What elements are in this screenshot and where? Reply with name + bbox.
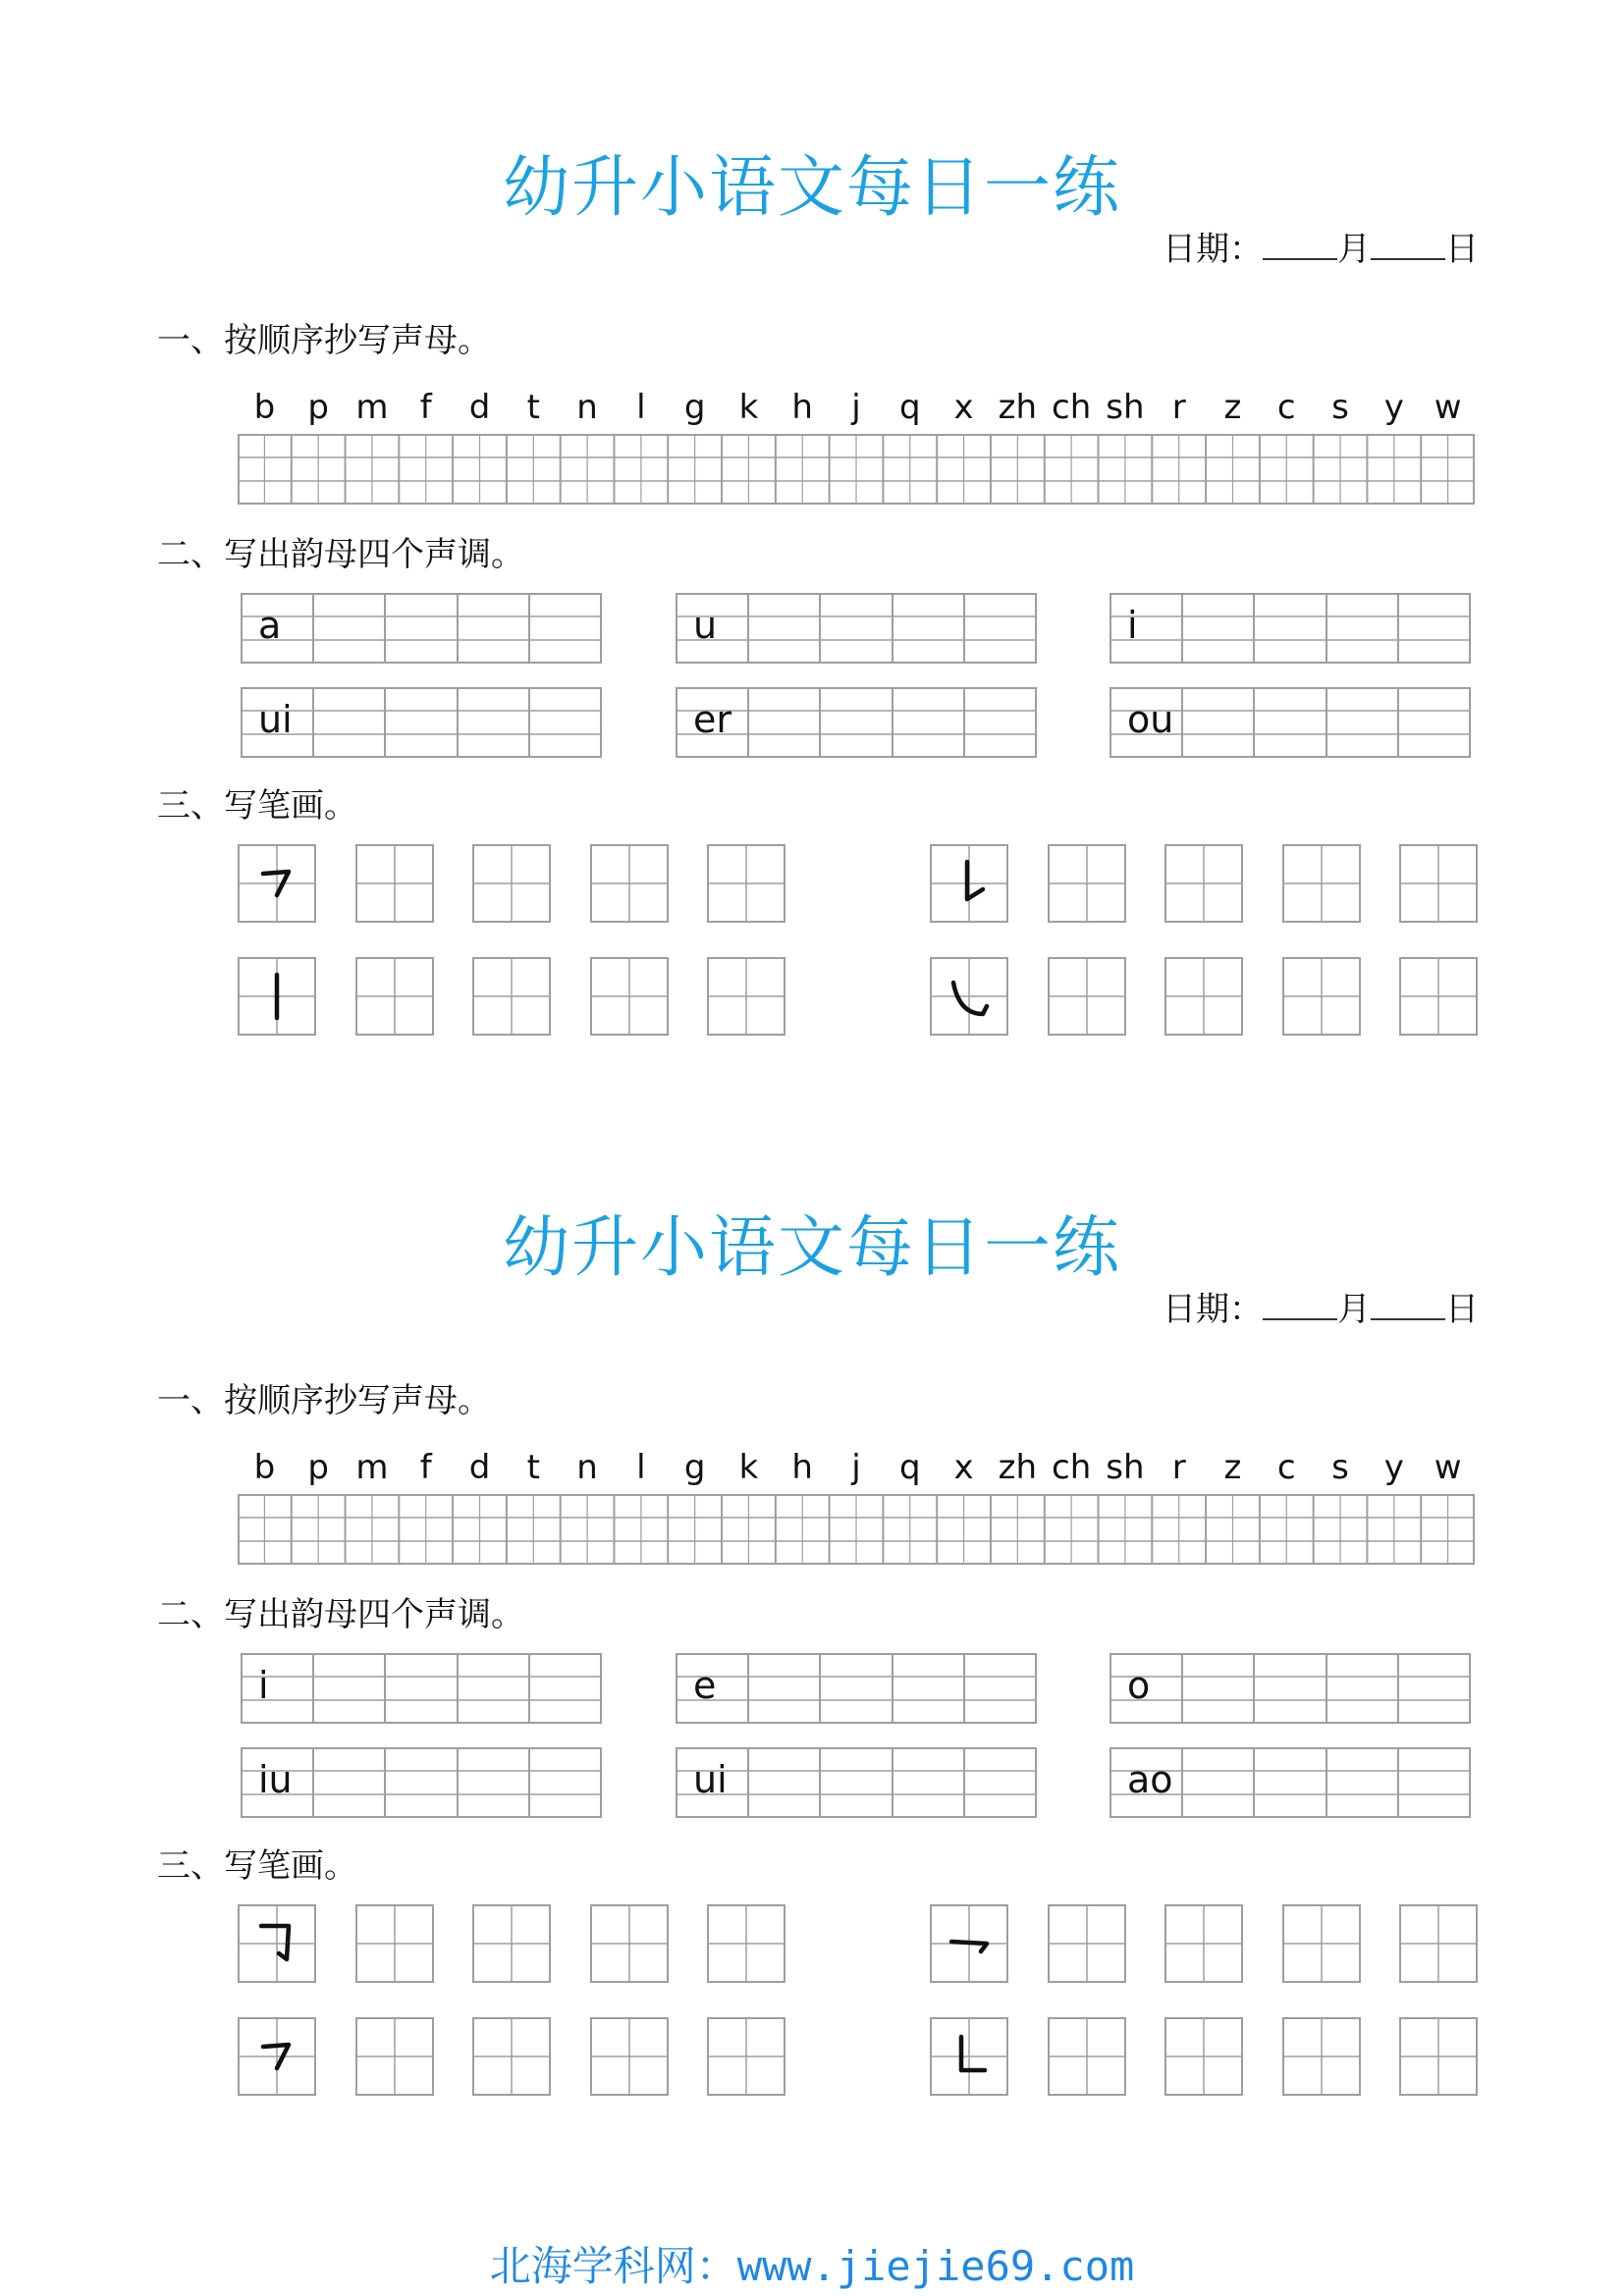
initial-letter: f <box>419 388 432 427</box>
initial-letter: k <box>738 1448 759 1487</box>
stroke-sample-box <box>238 2017 316 2096</box>
final-label: e <box>693 1664 717 1707</box>
four-line-grid <box>1110 1653 1471 1724</box>
initial-letter: r <box>1171 1448 1186 1487</box>
date-line <box>1163 230 1479 269</box>
tianzige-grid <box>590 844 669 923</box>
tianzige-grid <box>1282 1904 1361 1983</box>
initial-letter: p <box>307 1448 329 1487</box>
initial-letter: b <box>253 388 276 427</box>
month-label: 月 <box>1337 1290 1371 1329</box>
tianzige-box[interactable] <box>1164 957 1243 1036</box>
initial-letter: zh <box>998 388 1038 427</box>
tianzige-grid <box>1164 844 1243 923</box>
tianzige-grid <box>930 844 1008 923</box>
tianzige-box[interactable] <box>590 957 669 1036</box>
tianzige-box[interactable] <box>707 1904 785 1983</box>
day-label: 日 <box>1445 230 1479 269</box>
initial-letter: y <box>1383 1448 1404 1487</box>
initial-letter: ch <box>1052 1448 1092 1487</box>
tianzige-grid <box>355 957 434 1036</box>
initial-letter: sh <box>1106 1448 1145 1487</box>
initial-letter: n <box>576 388 598 427</box>
initial-letter: l <box>636 1448 646 1487</box>
initial-letter: p <box>307 388 329 427</box>
tianzige-box[interactable] <box>590 1904 669 1983</box>
worksheet-1 <box>0 0 1624 1060</box>
tianzige-grid <box>238 2017 316 2096</box>
initial-letter: l <box>636 388 646 427</box>
initial-letter: z <box>1223 1448 1242 1487</box>
initial-letter: s <box>1331 1448 1349 1487</box>
initial-letter: g <box>683 1448 706 1487</box>
initial-letter: b <box>253 1448 276 1487</box>
initial-letter: w <box>1434 388 1462 427</box>
day-label: 日 <box>1445 1290 1479 1329</box>
four-line-grid <box>676 593 1037 664</box>
tianzige-box[interactable] <box>1282 1904 1361 1983</box>
final-label: ui <box>258 698 293 741</box>
tianzige-box[interactable] <box>1399 2017 1478 2096</box>
final-label: u <box>693 604 718 647</box>
section-two-heading: 二、写出韵母四个声调。 <box>157 1595 524 1634</box>
copy-grid[interactable] <box>238 1494 1475 1565</box>
initials-row <box>238 388 1475 427</box>
final-label: o <box>1127 1664 1151 1707</box>
initial-letter: m <box>355 1448 389 1487</box>
stroke-glyph-icon <box>953 983 987 1014</box>
tianzige-box[interactable] <box>1048 844 1126 923</box>
initial-letter: n <box>576 1448 598 1487</box>
final-writing-box[interactable] <box>1110 687 1471 758</box>
initial-letter: x <box>953 1448 974 1487</box>
day-blank[interactable] <box>1371 231 1445 260</box>
tianzige-box[interactable] <box>707 957 785 1036</box>
tianzige-grid <box>238 1904 316 1983</box>
four-line-grid <box>241 1653 602 1724</box>
tianzige-box[interactable] <box>472 957 551 1036</box>
tianzige-grid <box>590 957 669 1036</box>
final-writing-box[interactable] <box>676 1653 1037 1724</box>
tianzige-box[interactable] <box>1399 957 1478 1036</box>
initials-row <box>238 1448 1475 1487</box>
final-label: ao <box>1127 1758 1173 1801</box>
tianzige-box[interactable] <box>1399 1904 1478 1983</box>
tianzige-box[interactable] <box>1282 957 1361 1036</box>
four-line-grid <box>676 1747 1037 1818</box>
month-label: 月 <box>1337 230 1371 269</box>
stroke-sample-box <box>930 1904 1008 1983</box>
initial-letter: w <box>1434 1448 1462 1487</box>
tianzige-grid <box>590 1904 669 1983</box>
tianzige-box[interactable] <box>707 2017 785 2096</box>
tianzige-box[interactable] <box>1048 2017 1126 2096</box>
tianzige-grid <box>707 2017 785 2096</box>
tianzige-box[interactable] <box>472 1904 551 1983</box>
tianzige-grid <box>1399 844 1478 923</box>
worksheet-title: 幼升小语文每日一练 <box>502 149 1121 227</box>
day-blank[interactable] <box>1371 1291 1445 1320</box>
stroke-glyph-icon <box>961 2037 985 2070</box>
four-line-grid <box>241 593 602 664</box>
date-line <box>1163 1290 1479 1329</box>
tianzige-grid <box>930 957 1008 1036</box>
stroke-glyph-icon <box>261 1926 289 1959</box>
initial-letter: d <box>468 388 491 427</box>
date-prefix: 日期： <box>1163 230 1263 269</box>
tianzige-grid <box>355 2017 434 2096</box>
footer-website: 北海学科网：www.jiejie69.com <box>489 2242 1135 2290</box>
tianzige-box[interactable] <box>1164 1904 1243 1983</box>
stroke-sample-box <box>238 844 316 923</box>
final-label: i <box>1127 604 1138 647</box>
final-label: iu <box>258 1758 293 1801</box>
final-label: a <box>258 604 282 647</box>
copy-grid[interactable] <box>238 434 1475 505</box>
initial-letter: c <box>1276 1448 1296 1487</box>
tianzige-grid <box>1048 957 1126 1036</box>
four-line-grid <box>676 1653 1037 1724</box>
worksheet-2 <box>0 1060 1624 2120</box>
tianzige-box[interactable] <box>355 1904 434 1983</box>
final-label: er <box>693 698 732 741</box>
initial-letter: ch <box>1052 388 1092 427</box>
tianzige-grid <box>1048 1904 1126 1983</box>
tianzige-grid <box>238 957 316 1036</box>
initial-letter: z <box>1223 388 1242 427</box>
tianzige-grid <box>355 1904 434 1983</box>
tianzige-box[interactable] <box>707 844 785 923</box>
month-blank[interactable] <box>1263 231 1337 260</box>
initial-letter: g <box>683 388 706 427</box>
tianzige-grid <box>1282 2017 1361 2096</box>
section-three-heading: 三、写笔画。 <box>157 786 357 826</box>
tianzige-grid <box>1164 957 1243 1036</box>
tianzige-grid <box>472 1904 551 1983</box>
tianzige-grid <box>707 1904 785 1983</box>
initial-letter: t <box>526 1448 540 1487</box>
tianzige-grid <box>1282 957 1361 1036</box>
date-prefix: 日期： <box>1163 1290 1263 1329</box>
final-writing-box[interactable] <box>241 1747 602 1818</box>
initial-letter: m <box>355 388 389 427</box>
tianzige-grid <box>1282 844 1361 923</box>
stroke-sample-box <box>930 957 1008 1036</box>
final-label: i <box>258 1664 269 1707</box>
month-blank[interactable] <box>1263 1291 1337 1320</box>
section-one-heading: 一、按顺序抄写声母。 <box>157 321 491 360</box>
tianzige-box[interactable] <box>1399 844 1478 923</box>
worksheet-title: 幼升小语文每日一练 <box>502 1209 1121 1287</box>
tianzige-grid <box>355 844 434 923</box>
initial-letter: sh <box>1106 388 1145 427</box>
final-writing-box[interactable] <box>676 593 1037 664</box>
tianzige-grid <box>590 2017 669 2096</box>
final-label: ou <box>1127 698 1174 741</box>
tianzige-box[interactable] <box>590 844 669 923</box>
tianzige-grid <box>472 957 551 1036</box>
final-writing-box[interactable] <box>676 1747 1037 1818</box>
tianzige-grid <box>1399 1904 1478 1983</box>
tianzige-box[interactable] <box>355 957 434 1036</box>
initial-letter: c <box>1276 388 1296 427</box>
initial-letter: f <box>419 1448 432 1487</box>
final-writing-box[interactable] <box>241 593 602 664</box>
stroke-sample-box <box>238 957 316 1036</box>
tianzige-grid <box>1399 2017 1478 2096</box>
tianzige-grid <box>707 844 785 923</box>
tianzige-grid <box>930 1904 1008 1983</box>
tianzige-box[interactable] <box>1048 957 1126 1036</box>
tianzige-grid <box>472 2017 551 2096</box>
tianzige-grid <box>1399 957 1478 1036</box>
section-one-heading: 一、按顺序抄写声母。 <box>157 1381 491 1420</box>
tianzige-grid <box>472 844 551 923</box>
final-label: ui <box>693 1758 728 1801</box>
tianzige-grid <box>1048 2017 1126 2096</box>
section-three-heading: 三、写笔画。 <box>157 1846 357 1886</box>
final-writing-box[interactable] <box>676 687 1037 758</box>
tianzige-box[interactable] <box>1164 2017 1243 2096</box>
initial-letter: zh <box>998 1448 1038 1487</box>
initial-letter: h <box>791 1448 813 1487</box>
tianzige-box[interactable] <box>1048 1904 1126 1983</box>
final-writing-box[interactable] <box>1110 1653 1471 1724</box>
final-writing-box[interactable] <box>1110 1747 1471 1818</box>
tianzige-grid <box>1164 1904 1243 1983</box>
tianzige-grid <box>1164 2017 1243 2096</box>
final-writing-box[interactable] <box>1110 593 1471 664</box>
initial-letter: y <box>1383 388 1404 427</box>
tianzige-box[interactable] <box>472 2017 551 2096</box>
final-writing-box[interactable] <box>241 687 602 758</box>
initial-letter: q <box>898 388 921 427</box>
initial-letter: r <box>1171 388 1186 427</box>
tianzige-grid <box>1048 844 1126 923</box>
tianzige-grid <box>930 2017 1008 2096</box>
tianzige-box[interactable] <box>590 2017 669 2096</box>
four-line-grid <box>241 1747 602 1818</box>
initial-letter: k <box>738 388 759 427</box>
four-line-grid <box>241 687 602 758</box>
initial-letter: j <box>851 1448 861 1487</box>
tianzige-box[interactable] <box>1282 844 1361 923</box>
initial-letter: q <box>898 1448 921 1487</box>
tianzige-box[interactable] <box>355 2017 434 2096</box>
initial-letter: t <box>526 388 540 427</box>
tianzige-box[interactable] <box>1164 844 1243 923</box>
tianzige-box[interactable] <box>472 844 551 923</box>
tianzige-grid <box>707 957 785 1036</box>
initial-letter: j <box>851 388 861 427</box>
final-writing-box[interactable] <box>241 1653 602 1724</box>
stroke-sample-box <box>238 1904 316 1983</box>
tianzige-grid <box>238 844 316 923</box>
section-two-heading: 二、写出韵母四个声调。 <box>157 535 524 574</box>
initial-letter: d <box>468 1448 491 1487</box>
initial-letter: s <box>1331 388 1349 427</box>
stroke-sample-box <box>930 844 1008 923</box>
initial-letter: h <box>791 388 813 427</box>
initial-letter: x <box>953 388 974 427</box>
stroke-sample-box <box>930 2017 1008 2096</box>
four-line-grid <box>1110 593 1471 664</box>
tianzige-box[interactable] <box>355 844 434 923</box>
tianzige-box[interactable] <box>1282 2017 1361 2096</box>
